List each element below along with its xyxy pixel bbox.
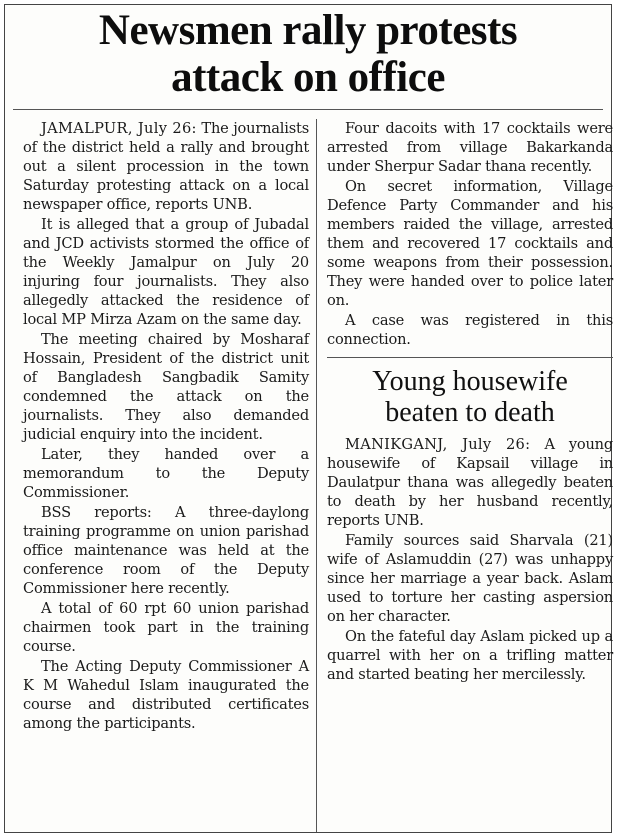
right-column xyxy=(327,119,613,684)
article2-dateline: MANIKGANJ, July 26: xyxy=(345,436,531,453)
article1-headline-line2: attack on office xyxy=(171,54,445,101)
article2-headline xyxy=(327,366,613,428)
article1-paragraph: A case was registered in this connection. xyxy=(327,312,613,348)
article1-paragraph: BSS reports: A three-daylong training programme on union parishad office maintenance was held at the conference room of the Deputy Commissioner here recently. xyxy=(23,504,309,597)
article1-paragraph: The meeting chaired by Mosharaf Hossain, President of the district unit of Bangladesh Sangbadik Samity condemned the attack on the journalists. They also demanded judicial enquiry into the incident. xyxy=(23,331,309,443)
article2-paragraph xyxy=(327,435,613,530)
article1-headline-line1: Newsmen rally protests xyxy=(98,7,518,54)
article2-headline-line1: Young housewife xyxy=(372,366,568,397)
left-column xyxy=(23,119,309,733)
article2-headline-line2: beaten to death xyxy=(385,397,555,428)
article2-paragraph: On the fateful day Aslam picked up a quarrel with her on a trifling matter and started beating her mercilessly. xyxy=(327,628,613,683)
newspaper-clipping xyxy=(4,4,612,833)
article1-paragraph-text: The journalists of the district held a rally and brought out a silent procession in the town Saturday protesting attack on a local newspaper office, reports UNB. xyxy=(23,120,309,213)
column-divider xyxy=(316,119,317,832)
article-columns xyxy=(17,119,613,832)
article1-dateline: JAMALPUR, July 26: xyxy=(41,120,197,137)
article1-paragraph: A total of 60 rpt 60 union parishad chairmen took part in the training course. xyxy=(23,600,309,655)
article1-paragraph: The Acting Deputy Commissioner A K M Wahedul Islam inaugurated the course and distributed certificates among the participants. xyxy=(23,658,309,732)
article1-paragraph: Later, they handed over a memorandum to the Deputy Commissioner. xyxy=(23,446,309,501)
article1-paragraph: Four dacoits with 17 cocktails were arrested from village Bakarkanda under Sherpur Sadar thana recently. xyxy=(327,120,613,175)
article1-paragraph xyxy=(23,119,309,214)
article2-paragraph-text: A young housewife of Kapsail village in Daulatpur thana was allegedly beaten to death by her husband recently, reports UNB. xyxy=(327,436,613,529)
headline-divider xyxy=(13,109,603,110)
article1-paragraph: On secret information, Village Defence Party Commander and his members raided the village, arrested them and recovered 17 cocktails and some weapons from their possession. They were handed over to police later on. xyxy=(327,178,613,309)
article1-headline xyxy=(5,7,611,101)
article1-paragraph: It is alleged that a group of Jubadal and JCD activists stormed the office of the Weekly Jamalpur on July 20 injuring four journalists. They also allegedly attacked the residence of local MP Mirza Azam on the same day. xyxy=(23,216,309,328)
article2-paragraph: Family sources said Sharvala (21) wife of Aslamuddin (27) was unhappy since her marriage a year back. Aslam used to torture her casting aspersion on her character. xyxy=(327,532,613,625)
article-separator xyxy=(327,357,613,358)
